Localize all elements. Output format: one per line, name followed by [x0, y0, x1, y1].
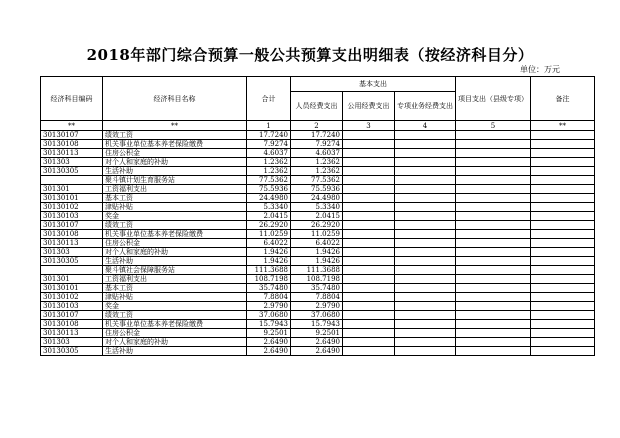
- row-special: [395, 185, 456, 194]
- header-remark: 备注: [531, 77, 595, 121]
- row-remark: [531, 194, 595, 203]
- row-personnel: 108.7198: [291, 275, 343, 284]
- row-personnel: 75.5936: [291, 185, 343, 194]
- row-public: [343, 212, 395, 221]
- row-name: 津贴补贴: [103, 203, 247, 212]
- row-public: [343, 257, 395, 266]
- row-project: [456, 338, 531, 347]
- row-public: [343, 239, 395, 248]
- table-row: [41, 248, 595, 257]
- row-total: 1.2362: [247, 158, 291, 167]
- row-remark: [531, 284, 595, 293]
- row-remark: [531, 248, 595, 257]
- index-cell: **: [41, 121, 103, 131]
- row-total: 111.3688: [247, 266, 291, 275]
- row-public: [343, 302, 395, 311]
- page-title: 2018年部门综合预算一般公共预算支出明细表（按经济科目分）: [86, 46, 534, 64]
- table-row: [41, 275, 595, 284]
- row-special: [395, 239, 456, 248]
- row-code: 30130107: [41, 221, 103, 230]
- row-personnel: 15.7943: [291, 320, 343, 329]
- table-row: [41, 329, 595, 338]
- row-special: [395, 203, 456, 212]
- row-special: [395, 293, 456, 302]
- row-project: [456, 293, 531, 302]
- row-name: 奖金: [103, 302, 247, 311]
- row-name: 聚斗镇计划生育服务站: [103, 176, 247, 185]
- row-personnel: 17.7240: [291, 131, 343, 140]
- row-personnel: 7.9274: [291, 140, 343, 149]
- row-project: [456, 302, 531, 311]
- row-project: [456, 158, 531, 167]
- row-special: [395, 266, 456, 275]
- row-project: [456, 311, 531, 320]
- row-remark: [531, 302, 595, 311]
- row-project: [456, 266, 531, 275]
- unit-label: 单位：万元: [520, 65, 560, 74]
- row-name: 机关事业单位基本养老保险缴费: [103, 320, 247, 329]
- row-project: [456, 347, 531, 356]
- row-name: 绩效工资: [103, 221, 247, 230]
- row-remark: [531, 149, 595, 158]
- row-public: [343, 167, 395, 176]
- row-public: [343, 293, 395, 302]
- row-project: [456, 167, 531, 176]
- row-personnel: 111.3688: [291, 266, 343, 275]
- row-personnel: 5.3340: [291, 203, 343, 212]
- row-code: 301303: [41, 338, 103, 347]
- row-personnel: 9.2501: [291, 329, 343, 338]
- row-special: [395, 158, 456, 167]
- row-code: 30130113: [41, 149, 103, 158]
- row-project: [456, 239, 531, 248]
- table-row: [41, 167, 595, 176]
- row-total: 77.5362: [247, 176, 291, 185]
- row-code: 301303: [41, 158, 103, 167]
- row-public: [343, 221, 395, 230]
- row-project: [456, 185, 531, 194]
- row-special: [395, 167, 456, 176]
- row-name: 生活补助: [103, 257, 247, 266]
- budget-table: [40, 76, 595, 356]
- row-personnel: 7.8804: [291, 293, 343, 302]
- table-row: [41, 131, 595, 140]
- row-public: [343, 284, 395, 293]
- row-special: [395, 176, 456, 185]
- header-total: 合计: [247, 77, 291, 121]
- row-total: 35.7480: [247, 284, 291, 293]
- table-row: [41, 212, 595, 221]
- row-total: 1.2362: [247, 167, 291, 176]
- row-name: 对个人和家庭的补助: [103, 338, 247, 347]
- row-project: [456, 230, 531, 239]
- row-special: [395, 149, 456, 158]
- row-total: 4.6037: [247, 149, 291, 158]
- row-name: 绩效工资: [103, 131, 247, 140]
- row-name: 机关事业单位基本养老保险缴费: [103, 230, 247, 239]
- index-cell: **: [103, 121, 247, 131]
- row-special: [395, 338, 456, 347]
- header-project: 项目支出（县级专项）: [456, 77, 531, 121]
- row-total: 24.4980: [247, 194, 291, 203]
- row-code: [41, 266, 103, 275]
- row-public: [343, 248, 395, 257]
- table-row: [41, 347, 595, 356]
- index-cell: 4: [395, 121, 456, 131]
- row-remark: [531, 176, 595, 185]
- row-code: 301303: [41, 248, 103, 257]
- row-project: [456, 140, 531, 149]
- row-personnel: 26.2920: [291, 221, 343, 230]
- row-project: [456, 329, 531, 338]
- table-row: [41, 230, 595, 239]
- row-name: 机关事业单位基本养老保险缴费: [103, 140, 247, 149]
- table-row: [41, 149, 595, 158]
- row-special: [395, 329, 456, 338]
- row-remark: [531, 329, 595, 338]
- row-public: [343, 311, 395, 320]
- table-row: [41, 320, 595, 329]
- header-public: 公用经费支出: [343, 92, 395, 121]
- table-row: [41, 257, 595, 266]
- table-row: [41, 185, 595, 194]
- row-project: [456, 194, 531, 203]
- header-basic: 基本支出: [291, 77, 456, 92]
- row-total: 5.3340: [247, 203, 291, 212]
- row-name: 聚斗镇社会保障服务站: [103, 266, 247, 275]
- row-personnel: 2.0415: [291, 212, 343, 221]
- row-remark: [531, 221, 595, 230]
- row-code: 30130108: [41, 140, 103, 149]
- row-special: [395, 248, 456, 257]
- row-special: [395, 302, 456, 311]
- row-remark: [531, 167, 595, 176]
- row-project: [456, 212, 531, 221]
- row-remark: [531, 275, 595, 284]
- row-name: 对个人和家庭的补助: [103, 248, 247, 257]
- row-code: 30130108: [41, 230, 103, 239]
- index-cell: 1: [247, 121, 291, 131]
- row-public: [343, 176, 395, 185]
- row-total: 9.2501: [247, 329, 291, 338]
- row-personnel: 1.2362: [291, 167, 343, 176]
- row-total: 1.9426: [247, 248, 291, 257]
- table-row: [41, 293, 595, 302]
- row-project: [456, 176, 531, 185]
- table-row: [41, 194, 595, 203]
- row-public: [343, 131, 395, 140]
- row-project: [456, 203, 531, 212]
- row-code: 301301: [41, 185, 103, 194]
- header-name: 经济科目名称: [103, 77, 247, 121]
- row-personnel: 1.9426: [291, 257, 343, 266]
- index-row: [41, 121, 595, 131]
- row-remark: [531, 320, 595, 329]
- row-personnel: 2.9790: [291, 302, 343, 311]
- row-remark: [531, 230, 595, 239]
- row-remark: [531, 293, 595, 302]
- table-row: [41, 302, 595, 311]
- row-personnel: 1.2362: [291, 158, 343, 167]
- row-project: [456, 275, 531, 284]
- row-total: 108.7198: [247, 275, 291, 284]
- row-public: [343, 194, 395, 203]
- row-remark: [531, 347, 595, 356]
- row-public: [343, 149, 395, 158]
- table-row: [41, 176, 595, 185]
- row-code: 30130305: [41, 167, 103, 176]
- row-special: [395, 194, 456, 203]
- row-personnel: 2.6490: [291, 338, 343, 347]
- row-name: 住房公积金: [103, 149, 247, 158]
- table-row: [41, 140, 595, 149]
- table-row: [41, 203, 595, 212]
- row-personnel: 2.6490: [291, 347, 343, 356]
- row-total: 2.9790: [247, 302, 291, 311]
- row-total: 1.9426: [247, 257, 291, 266]
- table-row: [41, 221, 595, 230]
- row-name: 工资福利支出: [103, 185, 247, 194]
- row-code: 30130107: [41, 311, 103, 320]
- table-row: [41, 266, 595, 275]
- row-special: [395, 230, 456, 239]
- table-row: [41, 239, 595, 248]
- row-code: 30130101: [41, 194, 103, 203]
- row-special: [395, 311, 456, 320]
- row-personnel: 37.0680: [291, 311, 343, 320]
- row-code: 30130102: [41, 293, 103, 302]
- row-project: [456, 257, 531, 266]
- row-special: [395, 140, 456, 149]
- header-special: 专项业务经费支出: [395, 92, 456, 121]
- row-personnel: 35.7480: [291, 284, 343, 293]
- table-row: [41, 158, 595, 167]
- row-total: 11.0259: [247, 230, 291, 239]
- row-remark: [531, 266, 595, 275]
- row-name: 绩效工资: [103, 311, 247, 320]
- row-public: [343, 338, 395, 347]
- row-name: 生活补助: [103, 347, 247, 356]
- row-public: [343, 320, 395, 329]
- row-personnel: 4.6037: [291, 149, 343, 158]
- row-remark: [531, 257, 595, 266]
- row-public: [343, 347, 395, 356]
- row-public: [343, 140, 395, 149]
- row-code: 30130305: [41, 347, 103, 356]
- row-remark: [531, 203, 595, 212]
- header-code: 经济科目编码: [41, 77, 103, 121]
- row-code: 30130103: [41, 302, 103, 311]
- row-project: [456, 131, 531, 140]
- row-special: [395, 131, 456, 140]
- table-row: [41, 311, 595, 320]
- row-code: [41, 176, 103, 185]
- row-remark: [531, 212, 595, 221]
- row-special: [395, 212, 456, 221]
- index-cell: 5: [456, 121, 531, 131]
- table-row: [41, 338, 595, 347]
- row-remark: [531, 185, 595, 194]
- row-project: [456, 149, 531, 158]
- row-special: [395, 275, 456, 284]
- row-personnel: 77.5362: [291, 176, 343, 185]
- row-public: [343, 185, 395, 194]
- row-personnel: 11.0259: [291, 230, 343, 239]
- header-personnel: 人员经费支出: [291, 92, 343, 121]
- row-special: [395, 284, 456, 293]
- row-personnel: 1.9426: [291, 248, 343, 257]
- row-special: [395, 257, 456, 266]
- row-public: [343, 266, 395, 275]
- row-code: 30130107: [41, 131, 103, 140]
- table-row: [41, 284, 595, 293]
- row-project: [456, 320, 531, 329]
- row-remark: [531, 239, 595, 248]
- row-special: [395, 320, 456, 329]
- row-public: [343, 203, 395, 212]
- row-personnel: 6.4022: [291, 239, 343, 248]
- row-total: 37.0680: [247, 311, 291, 320]
- row-name: 住房公积金: [103, 329, 247, 338]
- row-total: 7.9274: [247, 140, 291, 149]
- row-name: 对个人和家庭的补助: [103, 158, 247, 167]
- row-name: 津贴补贴: [103, 293, 247, 302]
- row-project: [456, 248, 531, 257]
- row-name: 生活补助: [103, 167, 247, 176]
- row-total: 17.7240: [247, 131, 291, 140]
- row-public: [343, 329, 395, 338]
- index-cell: 3: [343, 121, 395, 131]
- row-total: 26.2920: [247, 221, 291, 230]
- index-cell: 2: [291, 121, 343, 131]
- row-total: 75.5936: [247, 185, 291, 194]
- row-code: 30130102: [41, 203, 103, 212]
- row-name: 奖金: [103, 212, 247, 221]
- row-total: 15.7943: [247, 320, 291, 329]
- row-total: 2.6490: [247, 338, 291, 347]
- row-code: 30130101: [41, 284, 103, 293]
- row-personnel: 24.4980: [291, 194, 343, 203]
- row-total: 2.6490: [247, 347, 291, 356]
- row-total: 7.8804: [247, 293, 291, 302]
- row-public: [343, 275, 395, 284]
- row-total: 6.4022: [247, 239, 291, 248]
- row-name: 住房公积金: [103, 239, 247, 248]
- row-code: 30130108: [41, 320, 103, 329]
- table-body: [41, 131, 595, 356]
- row-name: 基本工资: [103, 284, 247, 293]
- row-code: 30130103: [41, 212, 103, 221]
- row-code: 301301: [41, 275, 103, 284]
- row-public: [343, 230, 395, 239]
- row-public: [343, 158, 395, 167]
- row-special: [395, 347, 456, 356]
- row-remark: [531, 311, 595, 320]
- row-remark: [531, 140, 595, 149]
- row-remark: [531, 158, 595, 167]
- row-project: [456, 284, 531, 293]
- index-cell: **: [531, 121, 595, 131]
- row-code: 30130113: [41, 329, 103, 338]
- row-code: 30130305: [41, 257, 103, 266]
- row-special: [395, 221, 456, 230]
- row-project: [456, 221, 531, 230]
- row-code: 30130113: [41, 239, 103, 248]
- row-remark: [531, 338, 595, 347]
- row-name: 工资福利支出: [103, 275, 247, 284]
- row-name: 基本工资: [103, 194, 247, 203]
- row-remark: [531, 131, 595, 140]
- row-total: 2.0415: [247, 212, 291, 221]
